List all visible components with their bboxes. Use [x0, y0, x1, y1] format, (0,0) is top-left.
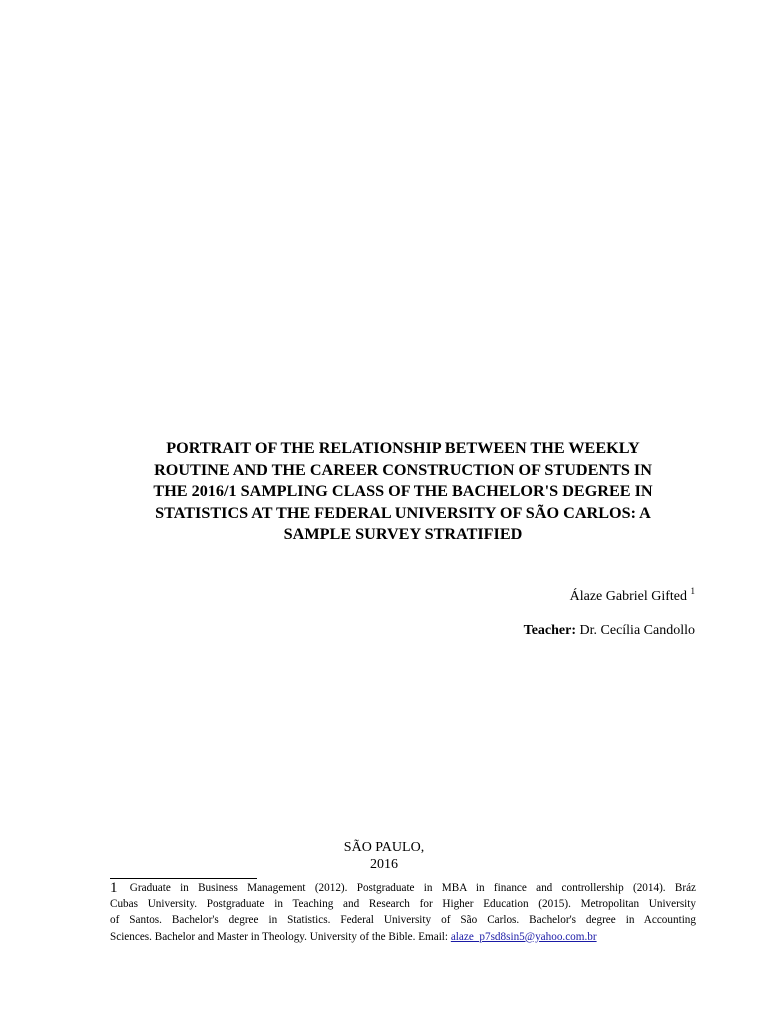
year: 2016 — [370, 857, 398, 872]
footnote — [110, 880, 696, 945]
teacher-name: Dr. Cecília Candollo — [579, 623, 695, 638]
footnote-separator — [110, 878, 257, 879]
title-line-1: PORTRAIT OF THE RELATIONSHIP BETWEEN THE WEEKLY — [166, 439, 640, 457]
footnote-line-3: of Santos. Bachelor's degree in Statistics. Federal University of São Carlos. Bachelor's degree in Accounting — [110, 914, 696, 927]
teacher-line — [524, 622, 695, 640]
email-link[interactable]: alaze_p7sd8sin5@yahoo.com.br — [450, 930, 597, 943]
footnote-line-2: Cubas University. Postgraduate in Teaching and Research for Higher Education (2015). Metropolitan University — [110, 898, 696, 911]
city: SÃO PAULO, — [343, 840, 425, 855]
title-line-4: STATISTICS AT THE FEDERAL UNIVERSITY OF SÃO CARLOS: A — [155, 503, 651, 522]
footnote-line-1 — [110, 880, 696, 896]
author-line — [570, 588, 695, 606]
author-footnote-marker: 1 — [690, 586, 695, 596]
document-title — [110, 438, 696, 546]
teacher-label: Teacher: — [523, 623, 577, 638]
footnote-line-4 — [110, 929, 696, 945]
author-name: Álaze Gabriel Gifted — [569, 589, 687, 604]
footnote-text-4: Sciences. Bachelor and Master in Theology. University of the Bible. Email: — [110, 930, 449, 943]
footnote-text-1: Graduate in Business Management (2012). Postgraduate in MBA in finance and controllership (2014). Bráz — [129, 882, 697, 894]
title-line-2: ROUTINE AND THE CAREER CONSTRUCTION OF STUDENTS IN — [154, 460, 652, 479]
title-line-5: SAMPLE SURVEY STRATIFIED — [283, 525, 523, 544]
title-line-3: THE 2016/1 SAMPLING CLASS OF THE BACHELOR'S DEGREE IN — [153, 482, 653, 501]
footnote-marker: 1 — [110, 880, 118, 896]
